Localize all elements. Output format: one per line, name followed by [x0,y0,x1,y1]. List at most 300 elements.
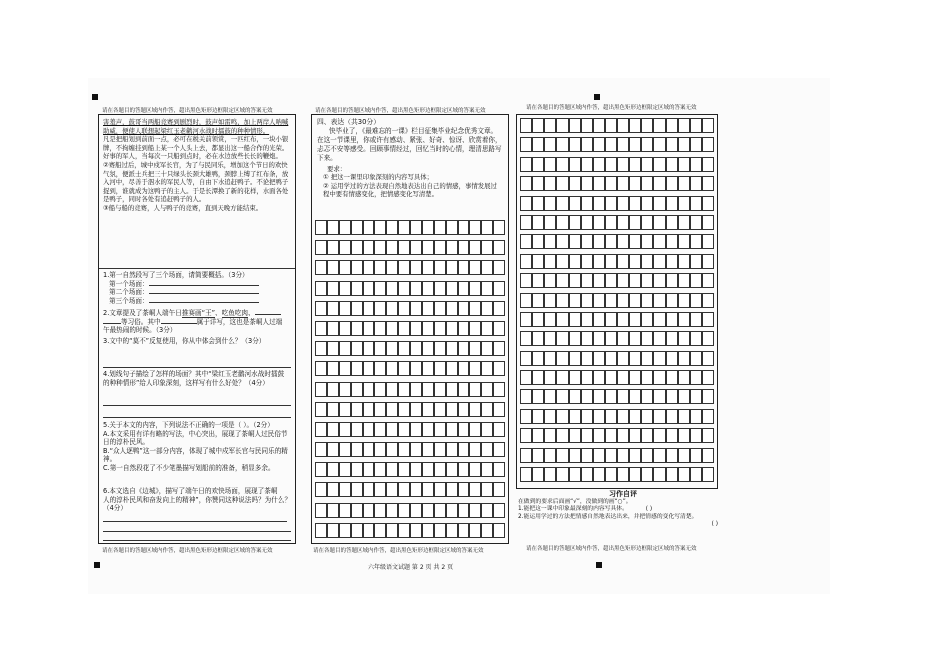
grid-cell[interactable] [458,321,470,336]
grid-cell[interactable] [702,448,714,463]
grid-cell[interactable] [653,196,665,211]
grid-cell[interactable] [556,118,568,133]
grid-cell[interactable] [581,467,593,482]
grid-cell[interactable] [410,240,422,255]
grid-cell[interactable] [702,118,714,133]
grid-cell[interactable] [629,157,641,172]
grid-cell[interactable] [617,293,629,308]
grid-cell[interactable] [617,428,629,443]
grid-cell[interactable] [327,523,339,538]
grid-cell[interactable] [678,157,690,172]
grid-cell[interactable] [556,215,568,230]
grid-cell[interactable] [617,370,629,385]
grid-cell[interactable] [493,482,505,497]
grid-cell[interactable] [520,157,532,172]
grid-cell[interactable] [327,281,339,296]
grid-cell[interactable] [690,448,702,463]
grid-cell[interactable] [386,402,398,417]
grid-cell[interactable] [605,448,617,463]
grid-cell[interactable] [593,370,605,385]
grid-cell[interactable] [556,448,568,463]
grid-cell[interactable] [581,331,593,346]
grid-cell[interactable] [629,234,641,249]
grid-cell[interactable] [493,341,505,356]
grid-cell[interactable] [339,341,351,356]
grid-cell[interactable] [434,220,446,235]
grid-cell[interactable] [398,382,410,397]
answer-line[interactable] [103,531,291,532]
grid-cell[interactable] [581,312,593,327]
grid-cell[interactable] [434,321,446,336]
grid-cell[interactable] [702,157,714,172]
grid-cell[interactable] [629,409,641,424]
self-review-item-1-blank[interactable]: ( ) [645,506,653,513]
grid-cell[interactable] [351,382,363,397]
grid-cell[interactable] [481,281,493,296]
grid-cell[interactable] [690,331,702,346]
grid-cell[interactable] [481,321,493,336]
grid-cell[interactable] [581,448,593,463]
grid-cell[interactable] [605,293,617,308]
grid-cell[interactable] [532,273,544,288]
grid-cell[interactable] [581,389,593,404]
grid-cell[interactable] [363,301,375,316]
grid-cell[interactable] [398,341,410,356]
grid-cell[interactable] [690,234,702,249]
grid-cell[interactable] [666,176,678,191]
grid-cell[interactable] [363,482,375,497]
grid-cell[interactable] [493,382,505,397]
grid-cell[interactable] [386,422,398,437]
grid-cell[interactable] [544,157,556,172]
grid-cell[interactable] [569,215,581,230]
grid-cell[interactable] [629,331,641,346]
grid-cell[interactable] [617,331,629,346]
grid-cell[interactable] [641,351,653,366]
grid-cell[interactable] [629,312,641,327]
grid-cell[interactable] [569,273,581,288]
grid-cell[interactable] [569,467,581,482]
grid-cell[interactable] [422,482,434,497]
grid-cell[interactable] [666,118,678,133]
grid-cell[interactable] [410,361,422,376]
grid-cell[interactable] [617,234,629,249]
grid-cell[interactable] [410,402,422,417]
grid-cell[interactable] [678,196,690,211]
grid-cell[interactable] [469,442,481,457]
grid-cell[interactable] [351,462,363,477]
answer-line[interactable] [103,367,291,368]
answer-line[interactable] [149,285,259,286]
grid-cell[interactable] [458,341,470,356]
grid-cell[interactable] [363,220,375,235]
grid-cell[interactable] [351,301,363,316]
grid-cell[interactable] [605,409,617,424]
grid-cell[interactable] [617,196,629,211]
grid-cell[interactable] [315,260,327,275]
grid-cell[interactable] [605,331,617,346]
grid-cell[interactable] [678,176,690,191]
grid-cell[interactable] [363,503,375,518]
grid-cell[interactable] [446,301,458,316]
grid-cell[interactable] [520,293,532,308]
grid-cell[interactable] [520,331,532,346]
grid-cell[interactable] [556,137,568,152]
grid-cell[interactable] [544,176,556,191]
grid-cell[interactable] [422,341,434,356]
grid-cell[interactable] [434,240,446,255]
grid-cell[interactable] [666,351,678,366]
grid-cell[interactable] [469,462,481,477]
grid-cell[interactable] [315,523,327,538]
grid-cell[interactable] [520,312,532,327]
grid-cell[interactable] [532,254,544,269]
grid-cell[interactable] [544,254,556,269]
grid-cell[interactable] [446,503,458,518]
grid-cell[interactable] [446,462,458,477]
answer-line[interactable] [149,293,259,294]
grid-cell[interactable] [446,341,458,356]
grid-cell[interactable] [617,273,629,288]
self-review-item-2-blank[interactable]: ( ) [711,521,718,528]
grid-cell[interactable] [617,467,629,482]
grid-cell[interactable] [374,220,386,235]
grid-cell[interactable] [653,331,665,346]
grid-cell[interactable] [593,234,605,249]
grid-cell[interactable] [532,137,544,152]
grid-cell[interactable] [544,351,556,366]
grid-cell[interactable] [446,361,458,376]
grid-cell[interactable] [678,215,690,230]
grid-cell[interactable] [581,137,593,152]
grid-cell[interactable] [653,293,665,308]
grid-cell[interactable] [458,422,470,437]
grid-cell[interactable] [666,273,678,288]
grid-cell[interactable] [532,428,544,443]
grid-cell[interactable] [569,428,581,443]
grid-cell[interactable] [446,220,458,235]
grid-cell[interactable] [544,273,556,288]
grid-cell[interactable] [678,234,690,249]
grid-cell[interactable] [690,254,702,269]
grid-cell[interactable] [481,361,493,376]
grid-cell[interactable] [569,351,581,366]
grid-cell[interactable] [605,370,617,385]
grid-cell[interactable] [544,331,556,346]
grid-cell[interactable] [363,240,375,255]
grid-cell[interactable] [678,312,690,327]
grid-cell[interactable] [481,382,493,397]
grid-cell[interactable] [398,482,410,497]
grid-cell[interactable] [556,196,568,211]
grid-cell[interactable] [410,260,422,275]
grid-cell[interactable] [569,293,581,308]
grid-cell[interactable] [410,301,422,316]
composition-grid-right[interactable] [520,118,714,485]
grid-cell[interactable] [446,260,458,275]
grid-cell[interactable] [398,462,410,477]
grid-cell[interactable] [532,467,544,482]
grid-cell[interactable] [605,254,617,269]
grid-cell[interactable] [398,442,410,457]
grid-cell[interactable] [386,341,398,356]
grid-cell[interactable] [702,176,714,191]
grid-cell[interactable] [374,482,386,497]
grid-cell[interactable] [339,382,351,397]
grid-cell[interactable] [678,389,690,404]
grid-cell[interactable] [593,331,605,346]
grid-cell[interactable] [520,215,532,230]
grid-cell[interactable] [458,361,470,376]
grid-cell[interactable] [520,196,532,211]
grid-cell[interactable] [641,157,653,172]
answer-line[interactable] [103,521,287,522]
grid-cell[interactable] [469,220,481,235]
grid-cell[interactable] [434,482,446,497]
grid-cell[interactable] [469,240,481,255]
grid-cell[interactable] [653,448,665,463]
grid-cell[interactable] [363,382,375,397]
grid-cell[interactable] [605,234,617,249]
grid-cell[interactable] [481,260,493,275]
grid-cell[interactable] [481,482,493,497]
grid-cell[interactable] [374,402,386,417]
grid-cell[interactable] [605,273,617,288]
grid-cell[interactable] [422,442,434,457]
grid-cell[interactable] [678,331,690,346]
grid-cell[interactable] [493,523,505,538]
answer-line[interactable] [149,302,259,303]
grid-cell[interactable] [617,351,629,366]
grid-cell[interactable] [398,402,410,417]
answer-line[interactable] [103,323,121,324]
grid-cell[interactable] [339,482,351,497]
grid-cell[interactable] [327,220,339,235]
grid-cell[interactable] [520,351,532,366]
grid-cell[interactable] [398,260,410,275]
grid-cell[interactable] [493,402,505,417]
grid-cell[interactable] [398,321,410,336]
grid-cell[interactable] [481,523,493,538]
grid-cell[interactable] [641,137,653,152]
grid-cell[interactable] [641,234,653,249]
grid-cell[interactable] [532,293,544,308]
grid-cell[interactable] [327,240,339,255]
grid-cell[interactable] [458,220,470,235]
grid-cell[interactable] [520,234,532,249]
answer-line[interactable] [103,540,291,541]
grid-cell[interactable] [690,176,702,191]
grid-cell[interactable] [446,321,458,336]
grid-cell[interactable] [653,409,665,424]
grid-cell[interactable] [666,215,678,230]
grid-cell[interactable] [593,137,605,152]
grid-cell[interactable] [339,281,351,296]
grid-cell[interactable] [351,402,363,417]
grid-cell[interactable] [581,118,593,133]
answer-line[interactable] [255,314,281,315]
grid-cell[interactable] [339,260,351,275]
grid-cell[interactable] [532,176,544,191]
grid-cell[interactable] [422,523,434,538]
grid-cell[interactable] [520,389,532,404]
grid-cell[interactable] [593,176,605,191]
grid-cell[interactable] [339,240,351,255]
grid-cell[interactable] [327,402,339,417]
grid-cell[interactable] [678,118,690,133]
grid-cell[interactable] [469,503,481,518]
grid-cell[interactable] [398,523,410,538]
grid-cell[interactable] [493,240,505,255]
grid-cell[interactable] [690,467,702,482]
grid-cell[interactable] [569,331,581,346]
grid-cell[interactable] [398,422,410,437]
grid-cell[interactable] [434,281,446,296]
grid-cell[interactable] [386,321,398,336]
grid-cell[interactable] [666,234,678,249]
grid-cell[interactable] [641,254,653,269]
grid-cell[interactable] [593,157,605,172]
grid-cell[interactable] [556,467,568,482]
grid-cell[interactable] [605,118,617,133]
grid-cell[interactable] [629,389,641,404]
grid-cell[interactable] [434,301,446,316]
grid-cell[interactable] [363,341,375,356]
grid-cell[interactable] [629,448,641,463]
grid-cell[interactable] [422,402,434,417]
grid-cell[interactable] [422,281,434,296]
grid-cell[interactable] [458,523,470,538]
grid-cell[interactable] [410,321,422,336]
grid-cell[interactable] [556,254,568,269]
grid-cell[interactable] [641,118,653,133]
grid-cell[interactable] [653,351,665,366]
grid-cell[interactable] [434,462,446,477]
grid-cell[interactable] [315,442,327,457]
grid-cell[interactable] [315,462,327,477]
grid-cell[interactable] [678,137,690,152]
grid-cell[interactable] [327,382,339,397]
grid-cell[interactable] [581,215,593,230]
grid-cell[interactable] [544,137,556,152]
grid-cell[interactable] [315,402,327,417]
grid-cell[interactable] [581,157,593,172]
grid-cell[interactable] [617,176,629,191]
grid-cell[interactable] [327,341,339,356]
grid-cell[interactable] [339,321,351,336]
grid-cell[interactable] [653,176,665,191]
grid-cell[interactable] [605,196,617,211]
grid-cell[interactable] [556,312,568,327]
grid-cell[interactable] [339,301,351,316]
grid-cell[interactable] [327,361,339,376]
grid-cell[interactable] [678,448,690,463]
grid-cell[interactable] [315,422,327,437]
grid-cell[interactable] [569,409,581,424]
grid-cell[interactable] [446,382,458,397]
grid-cell[interactable] [629,215,641,230]
grid-cell[interactable] [339,523,351,538]
grid-cell[interactable] [481,503,493,518]
grid-cell[interactable] [434,382,446,397]
grid-cell[interactable] [434,503,446,518]
grid-cell[interactable] [690,215,702,230]
grid-cell[interactable] [327,482,339,497]
grid-cell[interactable] [556,351,568,366]
grid-cell[interactable] [678,370,690,385]
grid-cell[interactable] [544,312,556,327]
grid-cell[interactable] [641,448,653,463]
grid-cell[interactable] [702,351,714,366]
grid-cell[interactable] [493,442,505,457]
grid-cell[interactable] [374,382,386,397]
grid-cell[interactable] [458,382,470,397]
grid-cell[interactable] [458,301,470,316]
grid-cell[interactable] [629,428,641,443]
grid-cell[interactable] [469,301,481,316]
grid-cell[interactable] [678,254,690,269]
grid-cell[interactable] [581,351,593,366]
grid-cell[interactable] [374,503,386,518]
grid-cell[interactable] [458,281,470,296]
grid-cell[interactable] [410,220,422,235]
grid-cell[interactable] [363,523,375,538]
grid-cell[interactable] [532,409,544,424]
grid-cell[interactable] [398,281,410,296]
grid-cell[interactable] [386,503,398,518]
grid-cell[interactable] [315,240,327,255]
grid-cell[interactable] [469,402,481,417]
grid-cell[interactable] [386,482,398,497]
grid-cell[interactable] [351,523,363,538]
grid-cell[interactable] [351,422,363,437]
grid-cell[interactable] [641,273,653,288]
grid-cell[interactable] [481,220,493,235]
grid-cell[interactable] [469,281,481,296]
grid-cell[interactable] [469,341,481,356]
grid-cell[interactable] [363,462,375,477]
grid-cell[interactable] [374,281,386,296]
grid-cell[interactable] [581,370,593,385]
grid-cell[interactable] [374,341,386,356]
grid-cell[interactable] [520,176,532,191]
grid-cell[interactable] [434,402,446,417]
grid-cell[interactable] [666,196,678,211]
grid-cell[interactable] [532,118,544,133]
grid-cell[interactable] [422,220,434,235]
grid-cell[interactable] [422,260,434,275]
grid-cell[interactable] [374,301,386,316]
grid-cell[interactable] [422,462,434,477]
grid-cell[interactable] [678,428,690,443]
grid-cell[interactable] [702,293,714,308]
grid-cell[interactable] [520,254,532,269]
grid-cell[interactable] [374,321,386,336]
grid-cell[interactable] [702,215,714,230]
grid-cell[interactable] [617,157,629,172]
grid-cell[interactable] [544,467,556,482]
grid-cell[interactable] [481,240,493,255]
grid-cell[interactable] [315,341,327,356]
grid-cell[interactable] [469,361,481,376]
grid-cell[interactable] [315,301,327,316]
grid-cell[interactable] [617,448,629,463]
grid-cell[interactable] [666,409,678,424]
grid-cell[interactable] [532,215,544,230]
grid-cell[interactable] [434,422,446,437]
grid-cell[interactable] [690,293,702,308]
grid-cell[interactable] [339,402,351,417]
